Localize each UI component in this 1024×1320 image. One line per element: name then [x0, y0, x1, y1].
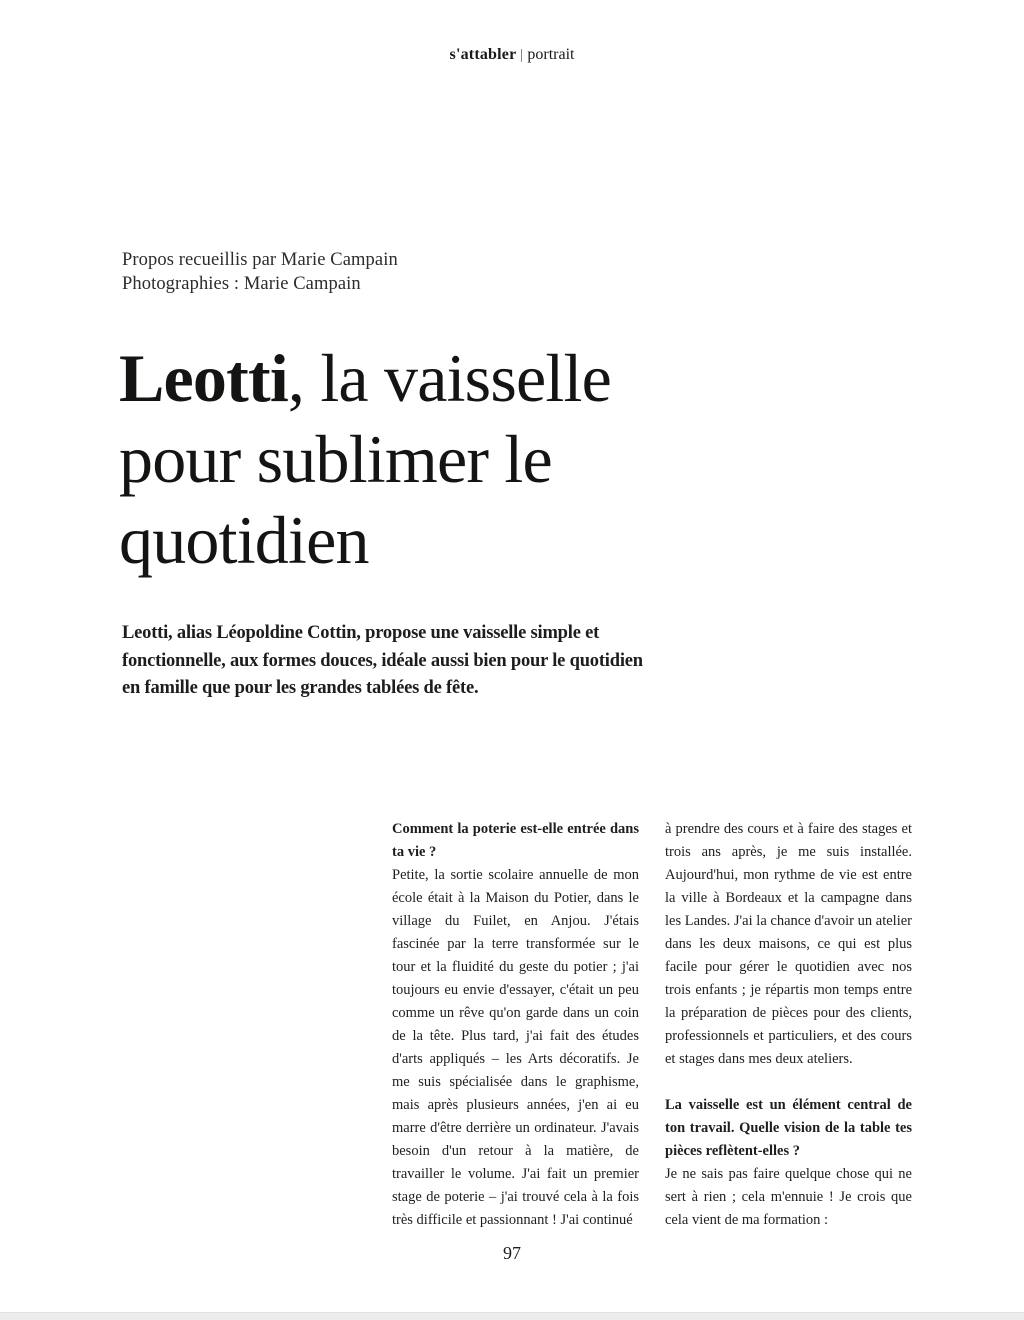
title-line-2: pour sublimer le	[119, 421, 552, 497]
viewer-bottom-bar	[0, 1312, 1024, 1320]
title-line-3: quotidien	[119, 502, 369, 578]
column-left	[392, 818, 639, 1232]
interview-answer-continued: à prendre des cours et à faire des stages et trois ans après, je me suis installée. Aujourd'hui, mon rythme de vie est entre la ville à Bordeaux et la campagne dans les Landes. J'ai la chance d'avoir un atelier dans les deux maisons, ce qui est plus facile pour gérer le quotidien avec nos trois enfants ; je répartis mon temps entre la préparation de pièces pour des clients, professionnels et particuliers, et des cours et stages dans mes deux ateliers.	[665, 821, 912, 1067]
magazine-name: s'attabler	[449, 46, 517, 63]
byline	[122, 249, 398, 296]
page-number: 97	[503, 1243, 521, 1263]
article-lede: Leotti, alias Léopoldine Cottin, propose une vaisselle simple et fonctionnelle, aux formes douces, idéale aussi bien pour le quotidien en famille que pour les grandes tablées de fête.	[122, 623, 643, 698]
interview-question: La vaisselle est un élément central de ton travail. Quelle vision de la table tes pièces reflètent-elles ?	[665, 1097, 912, 1159]
interview-credit: Propos recueillis par Marie Campain	[122, 250, 398, 270]
article-body	[392, 818, 912, 1232]
title-line-1-rest: , la vaisselle	[287, 340, 611, 416]
title-brand-emphasis: Leotti	[119, 340, 288, 416]
title-line-1	[119, 338, 611, 419]
article-title	[119, 338, 611, 581]
running-head	[0, 46, 1024, 64]
header-divider	[521, 49, 522, 62]
photo-credit: Photographies : Marie Campain	[122, 273, 361, 294]
interview-question: Comment la poterie est-elle entrée dans ta vie ?	[392, 821, 639, 860]
section-label: portrait	[527, 46, 575, 63]
column-right	[665, 818, 912, 1232]
interview-answer: Je ne sais pas faire quelque chose qui ne sert à rien ; cela m'ennuie ! Je crois que cela vient de ma formation :	[665, 1166, 912, 1228]
interview-answer: Petite, la sortie scolaire annuelle de mon école était à la Maison du Potier, dans le village du Fuilet, en Anjou. J'étais fascinée par la terre transformée sur le tour et la fluidité du geste du potier ; j'ai toujours eu envie d'essayer, c'était un peu comme un rêve qu'on garde dans un coin de la tête. Plus tard, j'ai fait des études d'arts appliqués – les Arts décoratifs. Je me suis spécialisée dans le graphisme, mais après plusieurs années, j'en ai eu marre d'être derrière un ordinateur. J'avais besoin d'un retour à la matière, de travailler le volume. J'ai fait un premier stage de poterie – j'ai trouvé cela à la fois très difficile et passionnant ! J'ai continué	[392, 867, 639, 1228]
